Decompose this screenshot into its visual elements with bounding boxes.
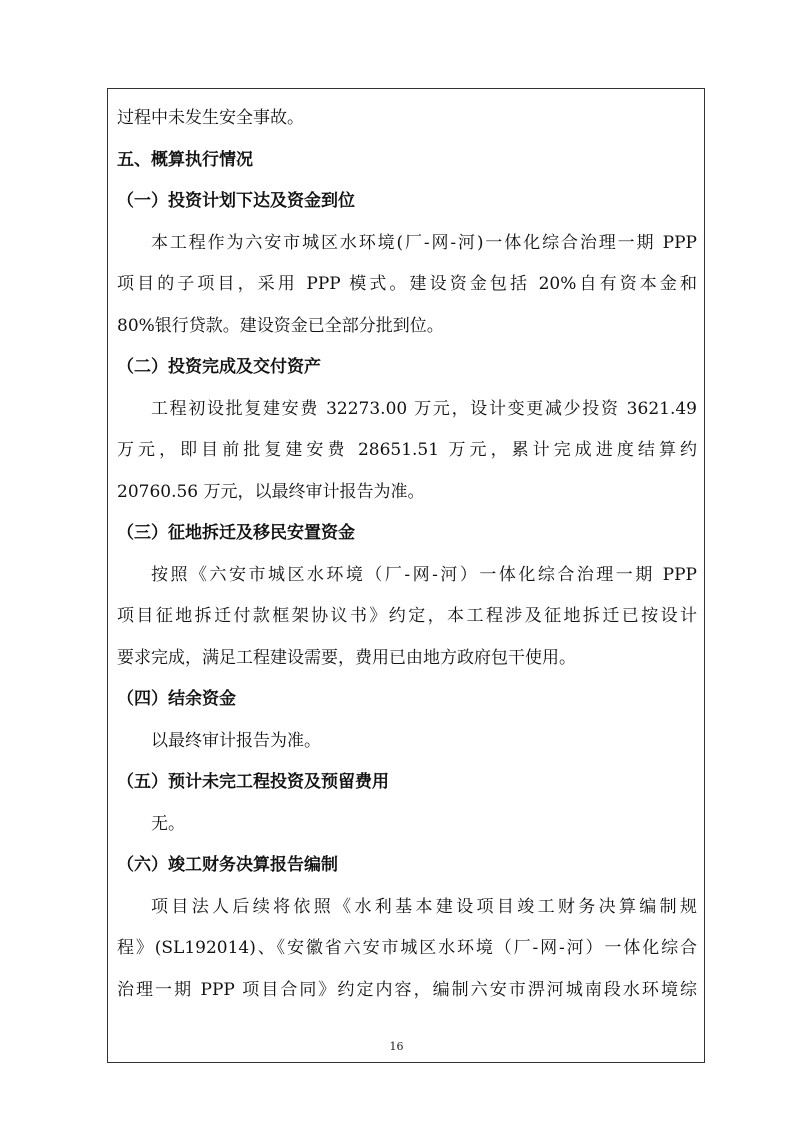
text-line: 项目法人后续将依照《水利基本建设项目竣工财务决算编制规	[151, 896, 697, 917]
text-line: 过程中未发生安全事故。	[117, 108, 304, 128]
body-text	[117, 98, 697, 1011]
text-line: 治理一期 PPP 项目合同》约定内容，编制六安市淠河城南段水环境综	[117, 979, 697, 1000]
text-line: 工程初设批复建安费 32273.00 万元，设计变更减少投资 3621.49	[151, 398, 697, 419]
text-line: 80%银行贷款。建设资金已全部分批到位。	[117, 315, 444, 336]
text-line: 程》(SL192014)、《安徽省六安市城区水环境（厂-网-河）一体化综合	[117, 938, 697, 958]
text-line: 项目的子项目，采用 PPP 模式。建设资金包括 20%自有资本金和	[117, 274, 697, 294]
text-line: 要求完成，满足工程建设需要，费用已由地方政府包干使用。	[117, 647, 576, 668]
subsection-heading: （五）预计未完工程投资及预留费用	[117, 772, 389, 792]
section-heading: 五、概算执行情况	[117, 149, 253, 170]
subsection-heading: （六）竣工财务决算报告编制	[117, 855, 338, 875]
text-line: 万元，即目前批复建安费 28651.51 万元，累计完成进度结算约	[117, 440, 697, 460]
subsection-heading: （一）投资计划下达及资金到位	[117, 191, 355, 211]
text-line: 本工程作为六安市城区水环境(厂-网-河)一体化综合治理一期 PPP	[151, 232, 697, 253]
subsection-heading: （三）征地拆迁及移民安置资金	[117, 523, 355, 543]
text-line: 以最终审计报告为准。	[151, 730, 321, 751]
page-number: 16	[389, 1040, 404, 1053]
text-line: 按照《六安市城区水环境（厂-网-河）一体化综合治理一期 PPP	[151, 564, 697, 585]
subsection-heading: （二）投资完成及交付资产	[117, 357, 321, 377]
text-line: 无。	[151, 813, 185, 834]
text-line: 20760.56 万元，以最终审计报告为准。	[117, 481, 425, 502]
text-line: 项目征地拆迁付款框架协议书》约定，本工程涉及征地拆迁已按设计	[117, 606, 697, 626]
subsection-heading: （四）结余资金	[117, 689, 236, 709]
